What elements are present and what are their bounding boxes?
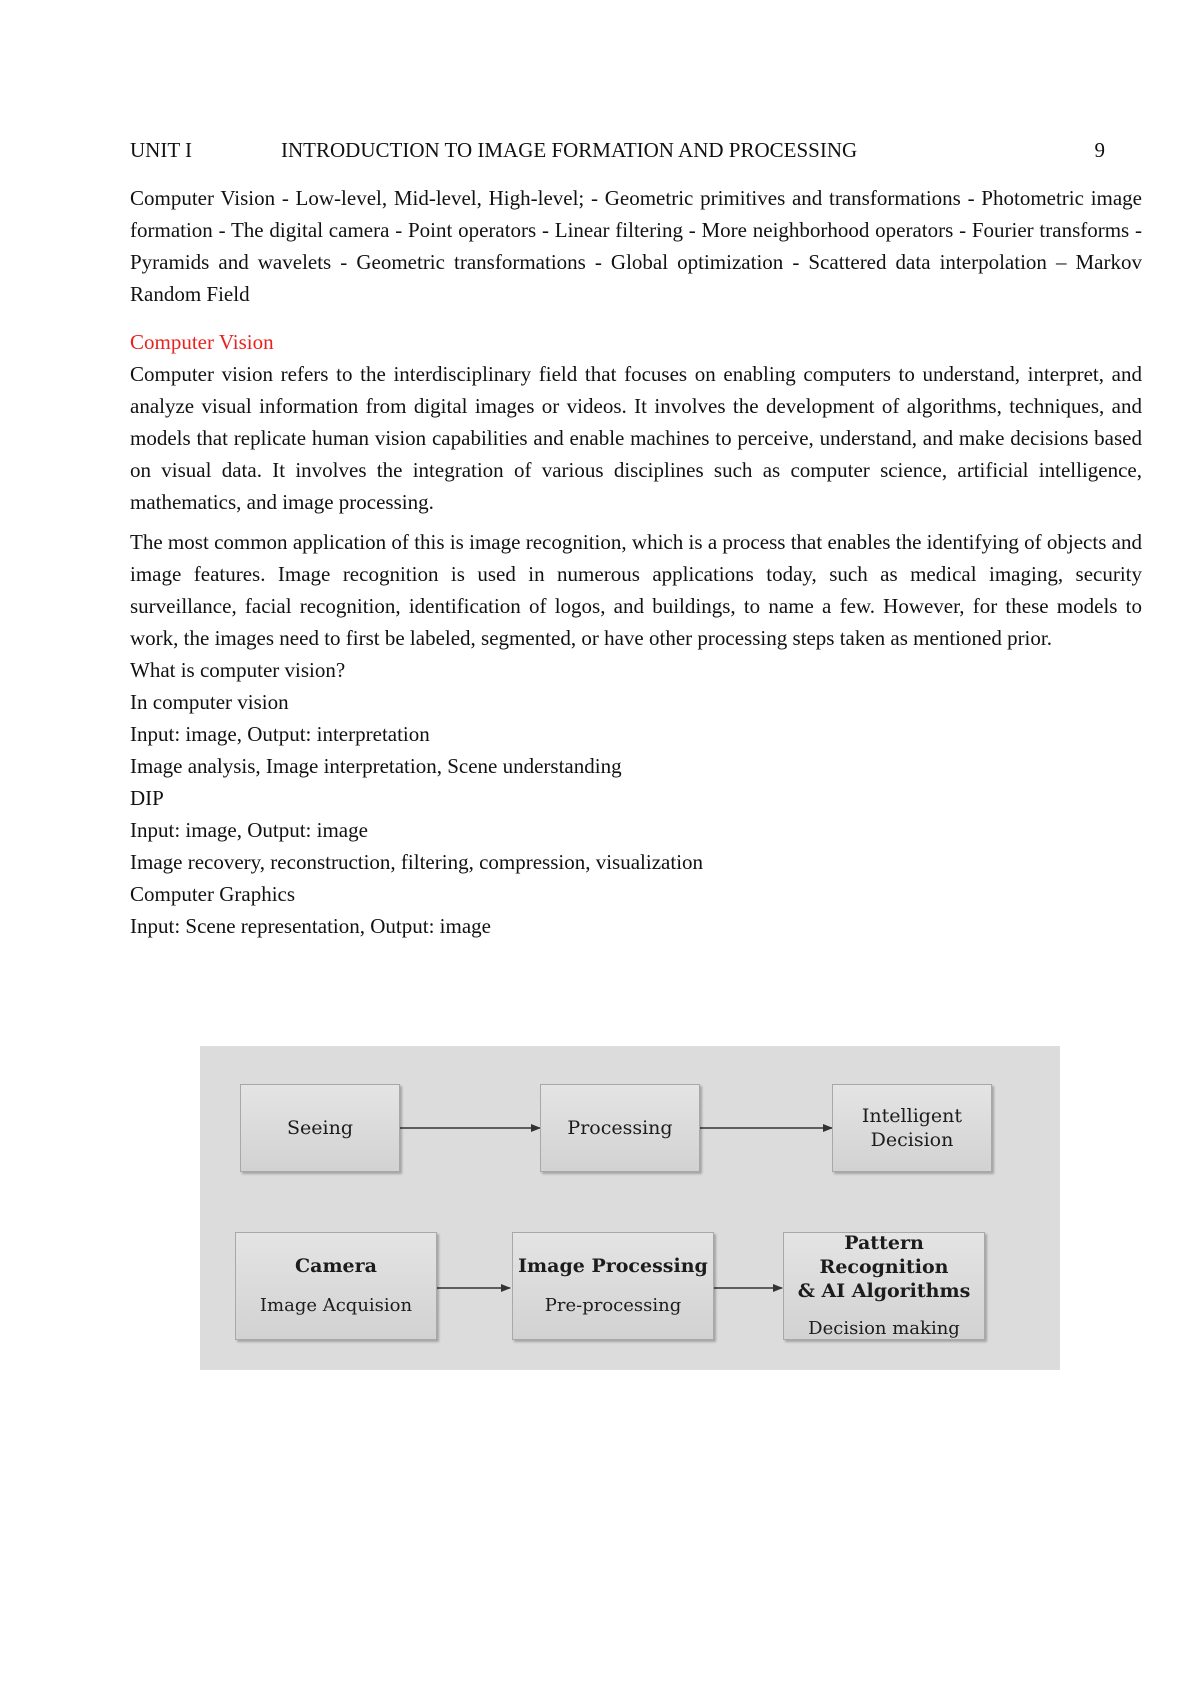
pattern-subtitle: Decision making	[808, 1318, 960, 1339]
intelligent-decision-box	[832, 1084, 992, 1172]
dip-tasks-line: Image recovery, reconstruction, filtering, compression, visualization	[130, 850, 704, 874]
seeing-label: Seeing	[287, 1117, 353, 1139]
image-processing-title: Image Processing	[518, 1255, 708, 1277]
section-title: Computer Vision	[130, 330, 274, 354]
seeing-box	[240, 1084, 400, 1172]
page-header	[130, 137, 1105, 163]
page-content	[130, 182, 1142, 942]
dip-heading: DIP	[130, 786, 164, 810]
decision-label-line1: Intelligent	[861, 1105, 963, 1127]
intro-paragraph: Computer vision refers to the interdisciplinary field that focuses on enabling computers to understand, interpret, and analyze visual information from digital images or videos. It involves the development of algorithms, techniques, and models that replicate human vision capabilities and enable machines to perceive, understand, and make decisions based on visual data. It involves the integration of various disciplines such as computer science, artificial intelligence, mathematics, and image processing.	[130, 362, 1142, 514]
unit-title: INTRODUCTION TO IMAGE FORMATION AND PROCESSING	[281, 138, 858, 162]
pattern-title-line2: & AI Algorithms	[797, 1280, 971, 1302]
cg-io-line: Input: Scene representation, Output: image	[130, 914, 491, 938]
decision-label-line2: Decision	[870, 1129, 954, 1151]
dip-io-line: Input: image, Output: image	[130, 818, 368, 842]
processing-box	[540, 1084, 700, 1172]
application-paragraph: The most common application of this is image recognition, which is a process that enables the identifying of objects and image features. Image recognition is used in numerous applications today, such as medical imaging, security surveillance, facial recognition, identification of logos, and buildings, to name a few. However, for these models to work, the images need to first be labeled, segmented, or have other processing steps taken as mentioned prior.	[130, 530, 1142, 650]
pattern-recognition-box	[783, 1232, 985, 1340]
camera-box	[235, 1232, 437, 1340]
camera-subtitle: Image Acquision	[259, 1295, 413, 1316]
cv-tasks-line: Image analysis, Image interpretation, Scene understanding	[130, 754, 622, 778]
syllabus-paragraph: Computer Vision - Low-level, Mid-level, High-level; - Geometric primitives and transformations - Photometric image formation - The digital camera - Point operators - Linear filtering - More neighborhood operators - Fourier transforms - Pyramids and wavelets - Geometric transformations - Global optimization - Scattered data interpolation – Markov Random Field	[130, 186, 1142, 306]
processing-label: Processing	[567, 1117, 673, 1139]
image-processing-box	[512, 1232, 714, 1340]
camera-title: Camera	[295, 1255, 377, 1277]
cg-heading: Computer Graphics	[130, 882, 296, 906]
unit-label: UNIT I	[130, 138, 193, 162]
page-number: 9	[1094, 138, 1105, 162]
vision-pipeline-figure	[200, 1046, 1060, 1370]
pattern-title-line1: Pattern Recognition	[819, 1232, 949, 1278]
image-processing-subtitle: Pre-processing	[544, 1295, 682, 1316]
question-line: What is computer vision?	[130, 658, 346, 682]
cv-heading: In computer vision	[130, 690, 289, 714]
cv-io-line: Input: image, Output: interpretation	[130, 722, 430, 746]
